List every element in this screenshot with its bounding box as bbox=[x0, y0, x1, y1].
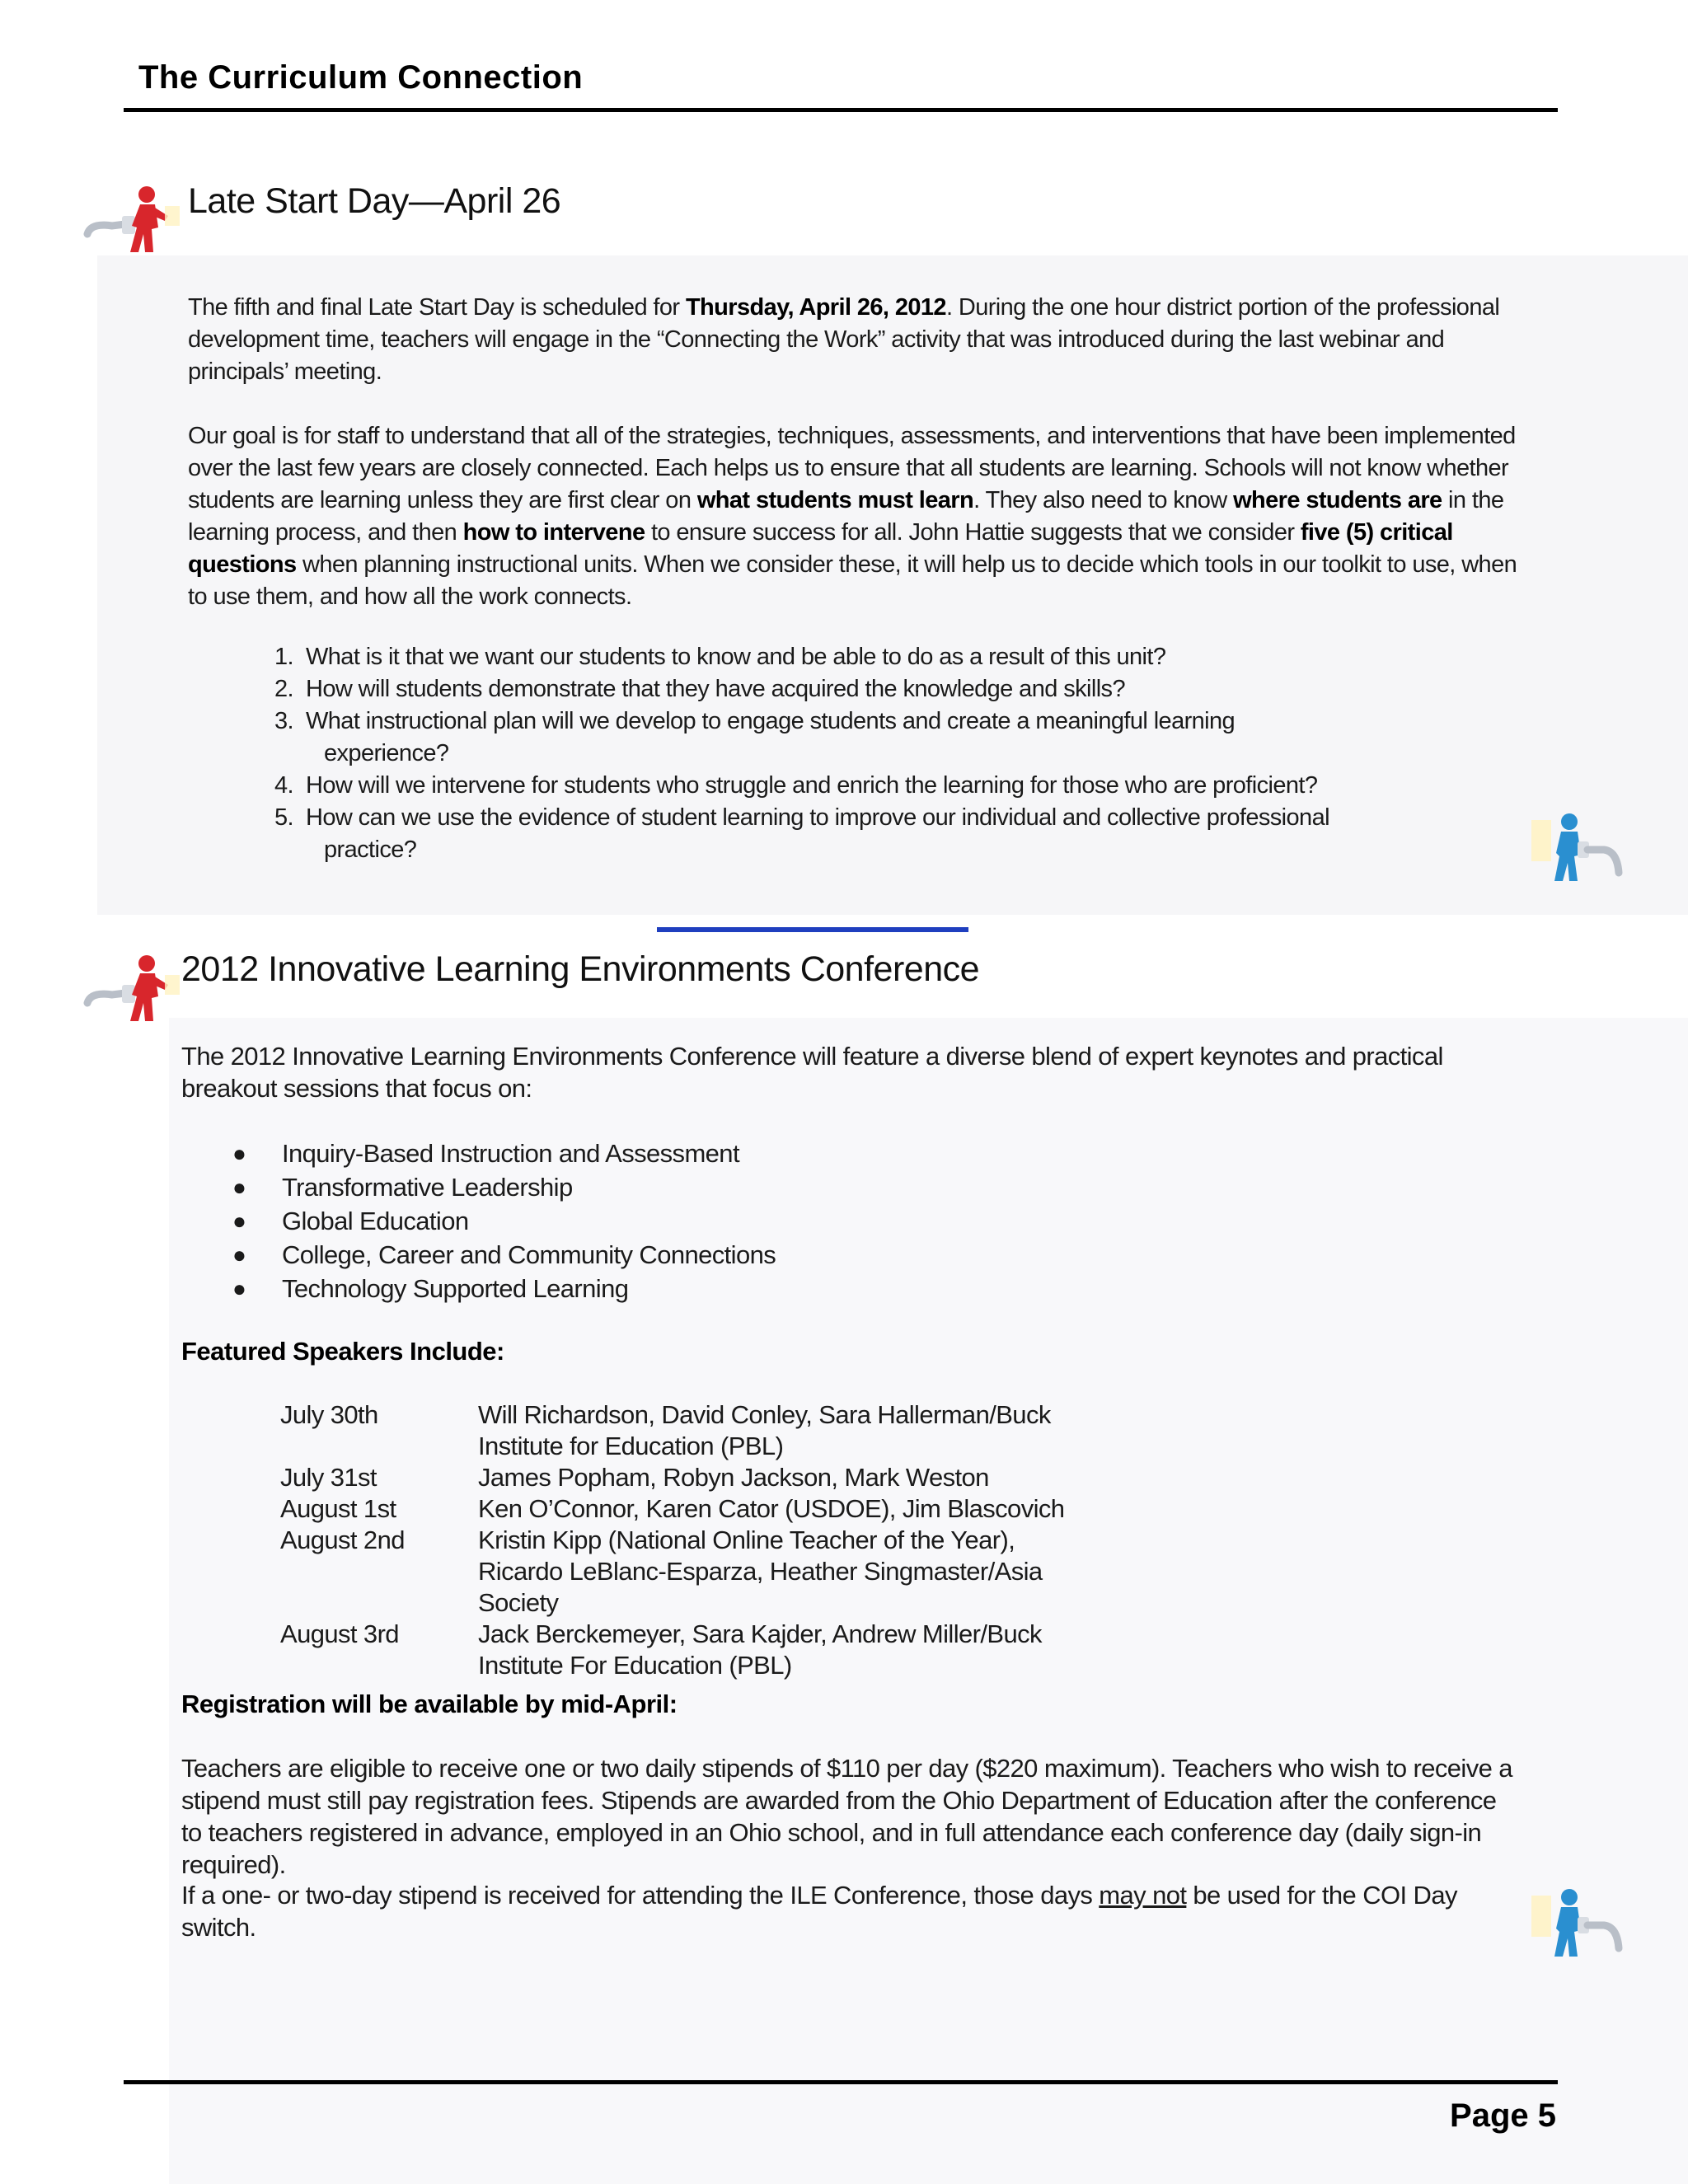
text-run: . They also need to know bbox=[973, 487, 1234, 513]
late-start-paragraph-1 bbox=[188, 292, 1523, 388]
stipend-note bbox=[181, 1879, 1517, 1943]
section-heading-ile-conference: 2012 Innovative Learning Environments Conference bbox=[181, 949, 980, 989]
text-run: The fifth and final Late Start Day is scheduled for bbox=[188, 294, 686, 321]
text-run: how to intervene bbox=[462, 519, 645, 546]
list-item: ● College, Career and Community Connections bbox=[232, 1240, 776, 1269]
text-run: where students are bbox=[1233, 487, 1442, 513]
section-divider bbox=[657, 927, 968, 932]
text-run: what students must learn bbox=[696, 487, 974, 513]
list-item: 5. How can we use the evidence of student learning to improve our individual and collective professional practice? bbox=[274, 804, 1329, 863]
text-run: in the learning process, and then bbox=[188, 487, 1504, 546]
text-run: . During the one hour district portion of the professional development time, teachers will engage in the “Connecting the Work” activity that was introduced during the last webinar and principals’ meeting. bbox=[188, 294, 1500, 385]
text-run: when planning instructional units. When we consider these, it will help us to decide which tools in our toolkit to use, when to use them, and how all the work connects. bbox=[188, 551, 1517, 610]
schedule-row: August 3rd Jack Berckemeyer, Sara Kajder, Andrew Miller/Buck Institute For Education (PBL) bbox=[280, 1619, 1042, 1680]
schedule-row: July 31st James Popham, Robyn Jackson, Mark Weston bbox=[280, 1463, 989, 1492]
text-run: Our goal is for staff to understand that all of the strategies, techniques, assessments, and interventions that have been implemented over the last few years are closely connected. Each helps us to ensure that all students are learning. Schools will not know whether students are learning unless they are first clear on bbox=[188, 423, 1516, 513]
schedule-row: August 1st Ken O’Connor, Karen Cator (USDOE), Jim Blascovich bbox=[280, 1494, 1065, 1523]
featured-speakers-label: Featured Speakers Include: bbox=[181, 1337, 504, 1366]
text-run: may not bbox=[1099, 1881, 1187, 1910]
blue-figure-plug-icon bbox=[1531, 812, 1630, 886]
text-run: to ensure success for all. John Hattie suggests that we consider bbox=[645, 519, 1301, 546]
list-item: ● Global Education bbox=[232, 1207, 469, 1235]
critical-questions-list bbox=[274, 641, 1428, 866]
list-item: 2. How will students demonstrate that they have acquired the knowledge and skills? bbox=[274, 676, 1125, 702]
conference-intro: The 2012 Innovative Learning Environments Conference will feature a diverse blend of expert keynotes and practical breakout sessions that focus on: bbox=[181, 1042, 1443, 1103]
list-item: 3. What instructional plan will we develop to engage students and create a meaningful learning experience? bbox=[274, 708, 1236, 766]
speaker-schedule bbox=[280, 1399, 1104, 1681]
conference-topics-list bbox=[232, 1137, 1221, 1305]
header-rule bbox=[124, 108, 1558, 112]
text-run: If a one- or two-day stipend is received for attending the ILE Conference, those days bbox=[181, 1881, 1100, 1910]
list-item: ● Inquiry-Based Instruction and Assessment bbox=[232, 1139, 739, 1168]
red-figure-plug-icon bbox=[82, 952, 181, 1026]
list-item: 1. What is it that we want our students to know and be able to do as a result of this unit? bbox=[274, 644, 1166, 670]
list-item: ● Technology Supported Learning bbox=[232, 1274, 629, 1303]
stipend-paragraph: Teachers are eligible to receive one or two daily stipends of $110 per day ($220 maximum). Teachers who wish to receive a stipend must still pay registration fees. Stipends are awarded from the Ohio Department of Education after the conference to teachers registered in advance, employed in an Ohio school, and in full attendance each conference day (daily sign-in required). bbox=[181, 1754, 1512, 1879]
list-item: ● Transformative Leadership bbox=[232, 1173, 573, 1202]
blue-figure-plug-icon bbox=[1531, 1887, 1630, 1961]
section-heading-late-start: Late Start Day—April 26 bbox=[188, 181, 561, 221]
text-run: be used for the COI Day switch. bbox=[181, 1881, 1457, 1942]
schedule-row: July 30th Will Richardson, David Conley, Sara Hallerman/Buck Institute for Education (PBL) bbox=[280, 1400, 1051, 1460]
late-start-paragraph-2 bbox=[188, 420, 1523, 613]
footer-rule bbox=[124, 2080, 1558, 2084]
newsletter-title: The Curriculum Connection bbox=[138, 59, 584, 96]
page-number: Page 5 bbox=[1450, 2097, 1556, 2134]
schedule-row: August 2nd Kristin Kipp (National Online Teacher of the Year), Ricardo LeBlanc-Esparza, Heather Singmaster/Asia Society bbox=[280, 1526, 1043, 1617]
text-run: five (5) critical questions bbox=[188, 519, 1453, 578]
list-item: 4. How will we intervene for students who struggle and enrich the learning for those who are proficient? bbox=[274, 772, 1318, 799]
red-figure-plug-icon bbox=[82, 183, 181, 257]
text-run: Thursday, April 26, 2012 bbox=[685, 294, 946, 321]
registration-label: Registration will be available by mid-April: bbox=[181, 1690, 678, 1718]
